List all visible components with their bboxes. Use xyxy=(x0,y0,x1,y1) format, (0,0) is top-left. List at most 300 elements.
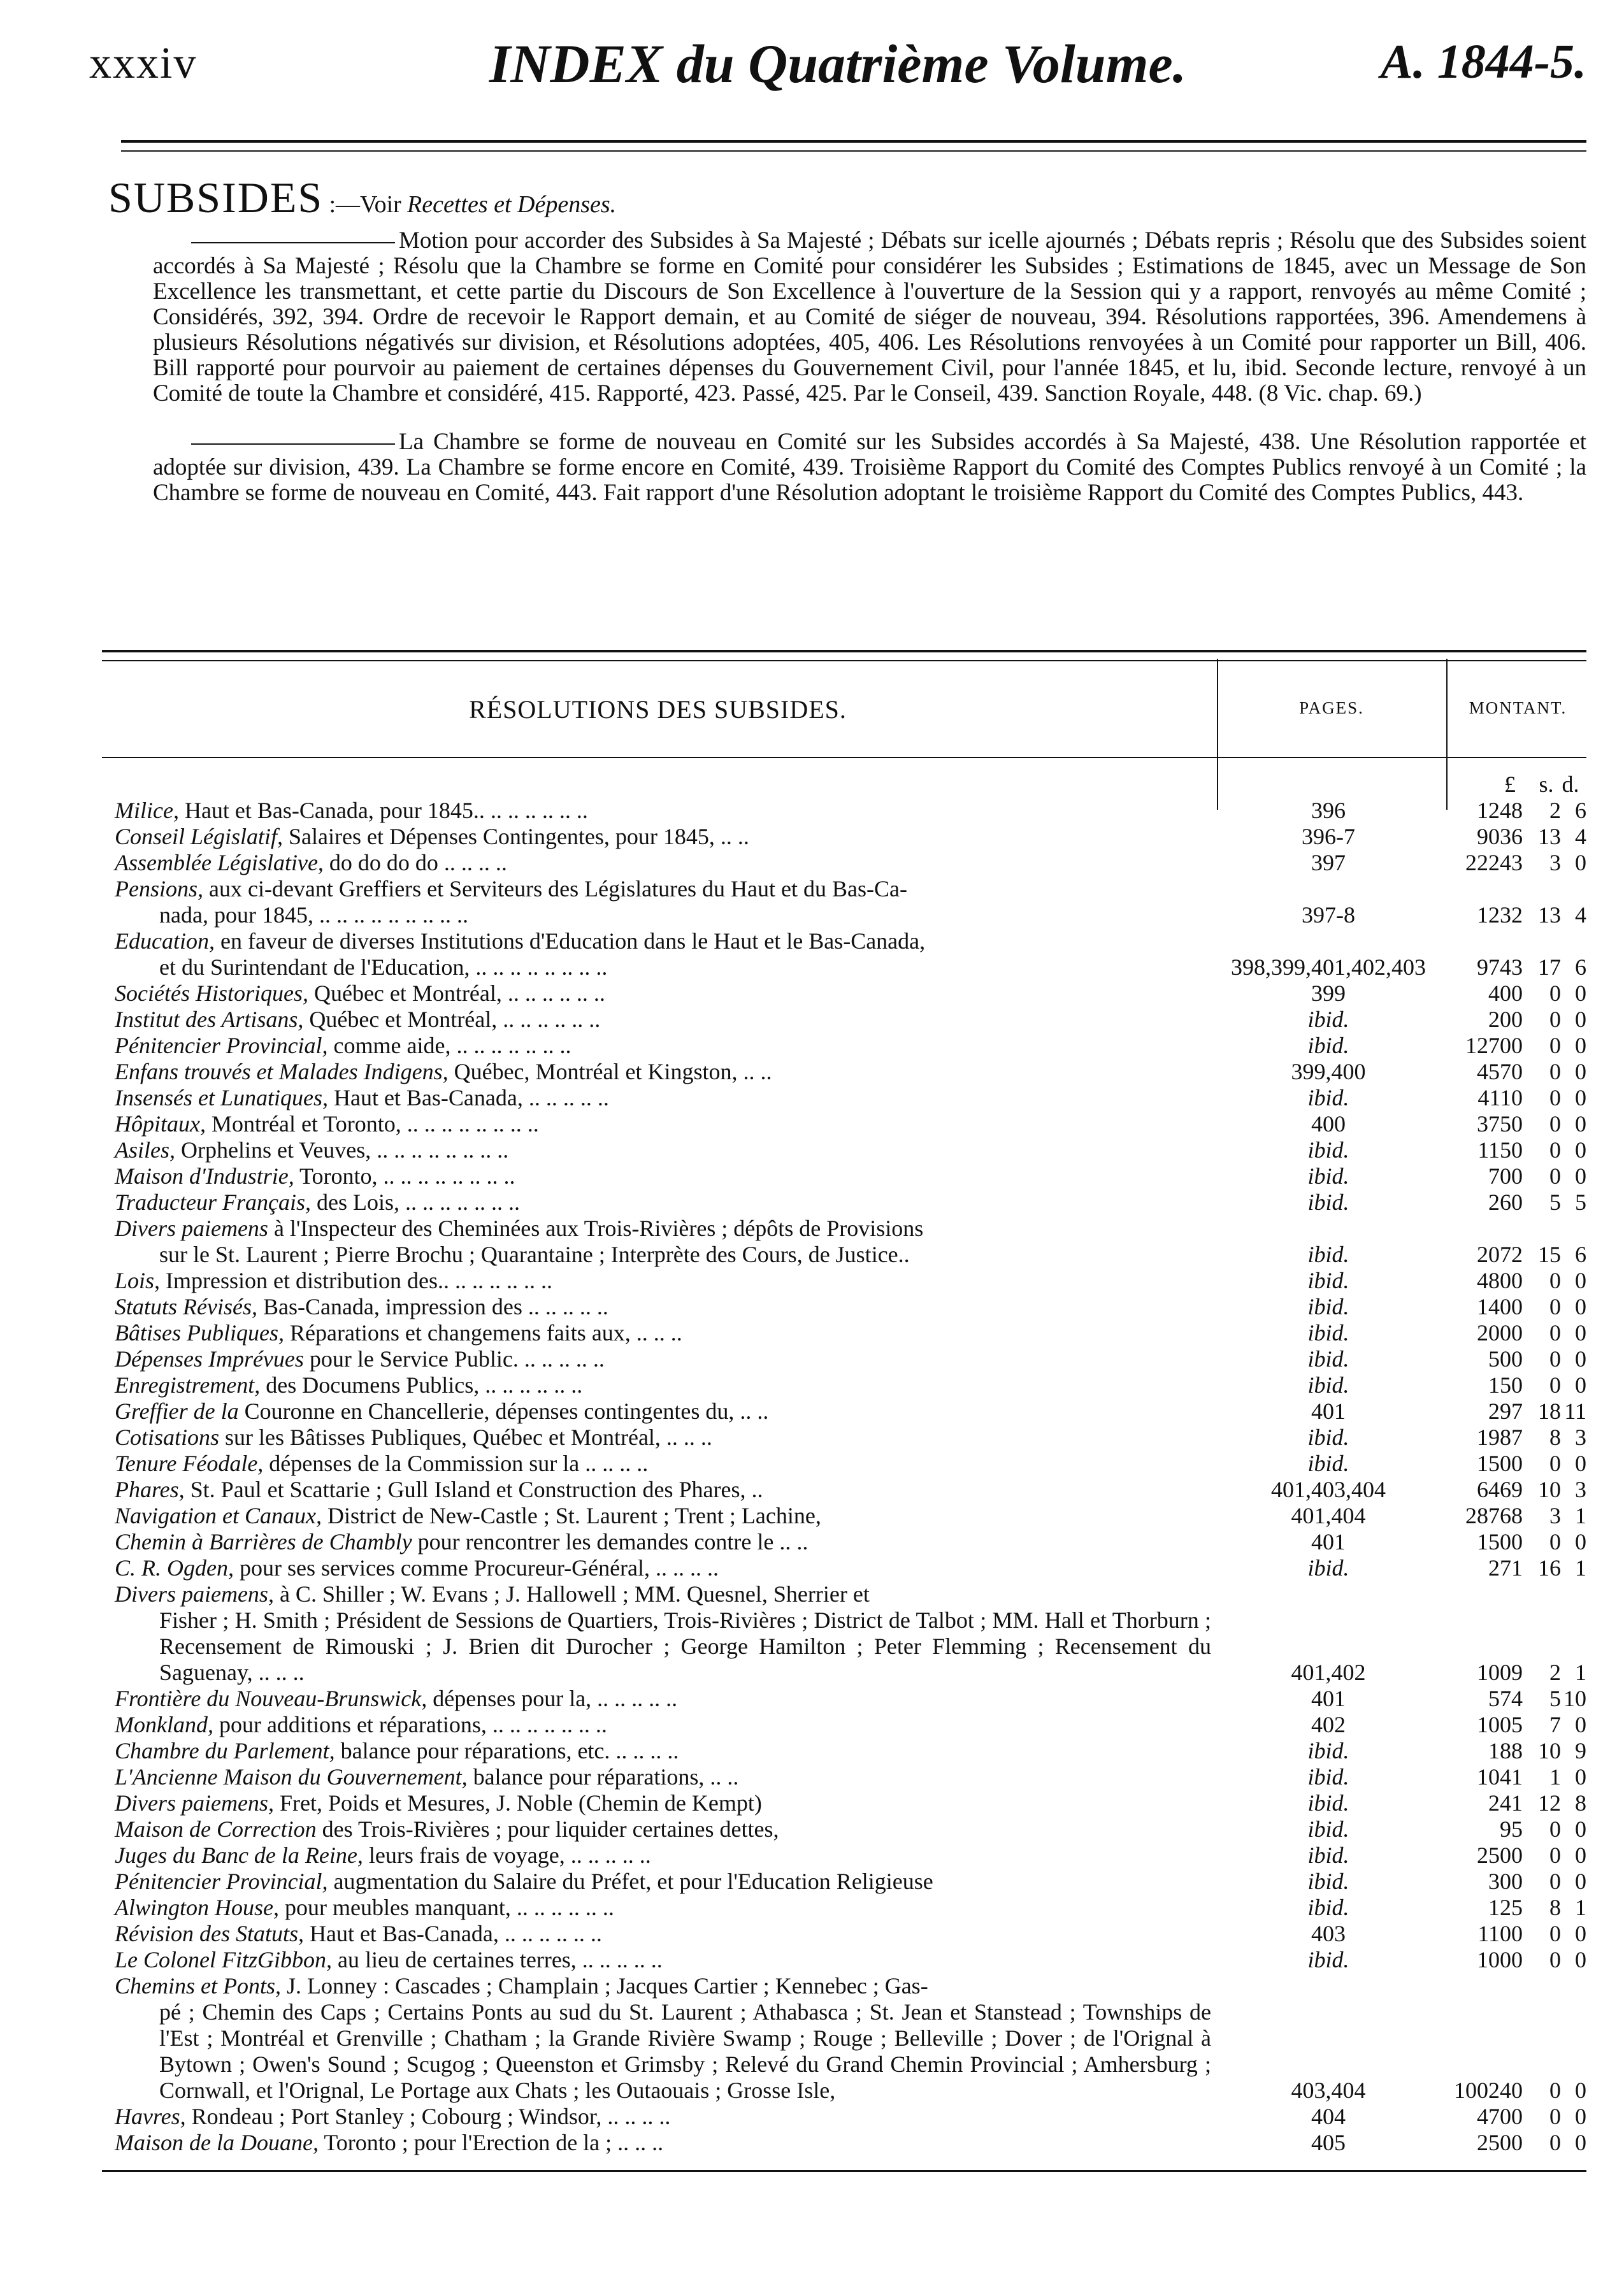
row-description xyxy=(102,1842,1214,1869)
row-description xyxy=(102,1947,1214,1973)
amount-pence: 9 xyxy=(1575,1738,1586,1763)
row-text: pour meubles manquant, .. .. .. .. .. .. xyxy=(279,1895,614,1920)
row-amount xyxy=(1443,1111,1586,1137)
row-amount xyxy=(1443,1738,1586,1764)
amount-pounds: 1150 xyxy=(1477,1137,1523,1163)
amount-shillings: 0 xyxy=(1549,1294,1561,1319)
column-header-description: RÉSOLUTIONS DES SUBSIDES. xyxy=(469,695,847,724)
row-label: Chambre du Parlement, xyxy=(115,1738,335,1763)
amount-pounds: 4800 xyxy=(1477,1268,1523,1293)
amount-pounds: 1100 xyxy=(1477,1921,1523,1946)
row-description xyxy=(102,928,1214,980)
row-label: Divers paiemens, xyxy=(115,1790,274,1816)
row-amount xyxy=(1443,1137,1586,1163)
amount-pounds: 188 xyxy=(1488,1738,1523,1763)
row-amount xyxy=(1443,1294,1586,1320)
amount-pence: 0 xyxy=(1575,2130,1586,2155)
amount-pence: 5 xyxy=(1575,1189,1586,1215)
amount-pence: 0 xyxy=(1575,2078,1586,2103)
table-row xyxy=(102,2104,1586,2130)
row-amount xyxy=(1443,980,1586,1007)
table-row xyxy=(102,1581,1586,1686)
row-amount xyxy=(1443,2104,1586,2130)
row-text: dépenses pour la, .. .. .. .. .. xyxy=(427,1686,678,1711)
row-item xyxy=(115,1816,1211,1842)
row-pages: 397 xyxy=(1311,850,1346,875)
row-item xyxy=(115,1007,1211,1033)
row-amount xyxy=(1443,1163,1586,1189)
amount-pounds: 300 xyxy=(1488,1869,1523,1894)
row-label: Asiles, xyxy=(115,1137,175,1163)
amount-pounds: 9743 xyxy=(1477,954,1523,980)
amount-pence: 1 xyxy=(1575,1660,1586,1685)
row-amount xyxy=(1443,1529,1586,1555)
row-label: L'Ancienne Maison du Gouvernement, xyxy=(115,1764,468,1790)
row-amount xyxy=(1443,1425,1586,1451)
row-text: aux ci-devant Greffiers et Serviteurs des Législatures du Haut et du Bas-Ca- xyxy=(203,876,907,901)
amount-pounds: 1232 xyxy=(1477,902,1523,928)
row-pages: ibid. xyxy=(1307,1163,1349,1189)
amount-pence: 0 xyxy=(1575,1372,1586,1398)
row-pages: ibid. xyxy=(1307,1242,1349,1267)
amount-shillings: 0 xyxy=(1549,1451,1561,1476)
row-label: Havres, xyxy=(115,2104,186,2129)
table-row xyxy=(102,1816,1586,1842)
row-text: dépenses de la Commission sur la .. .. .. .. xyxy=(263,1451,649,1476)
row-item xyxy=(115,1137,1211,1163)
table-row xyxy=(102,1451,1586,1477)
row-amount xyxy=(1443,1372,1586,1398)
table-row xyxy=(102,980,1586,1007)
amount-shillings: 2 xyxy=(1549,1660,1561,1685)
row-pages: 401,403,404 xyxy=(1271,1477,1386,1502)
amount-pence: 0 xyxy=(1575,1059,1586,1084)
amount-pounds: 4110 xyxy=(1477,1085,1523,1110)
amount-pence: 3 xyxy=(1575,1425,1586,1450)
row-label: Phares, xyxy=(115,1477,185,1502)
row-text: J. Lonney : Cascades ; Champlain ; Jacques Cartier ; Kennebec ; Gas- xyxy=(280,1973,928,1999)
table-row xyxy=(102,1111,1586,1137)
row-amount xyxy=(1443,1842,1586,1869)
row-description xyxy=(102,1712,1214,1738)
row-description xyxy=(102,2130,1214,2156)
amount-pence: 0 xyxy=(1575,1294,1586,1319)
row-item xyxy=(115,1712,1211,1738)
row-description xyxy=(102,980,1214,1007)
amount-shillings: 13 xyxy=(1538,824,1561,849)
amount-pounds: 4700 xyxy=(1477,2104,1523,2129)
amount-pounds: 2072 xyxy=(1477,1242,1523,1267)
page-header xyxy=(89,25,1586,102)
row-description xyxy=(102,1163,1214,1189)
row-label: Frontière du Nouveau-Brunswick, xyxy=(115,1686,428,1711)
row-pages: ibid. xyxy=(1307,1268,1349,1293)
amount-pounds: 260 xyxy=(1488,1189,1523,1215)
row-item xyxy=(115,2130,1211,2156)
amount-pence: 0 xyxy=(1575,1268,1586,1293)
row-item xyxy=(115,1529,1211,1555)
row-text: Salaires et Dépenses Contingentes, pour 1845, .. .. xyxy=(283,824,749,849)
row-pages: ibid. xyxy=(1307,1790,1349,1816)
amount-pounds: 1248 xyxy=(1477,798,1523,823)
amount-pounds: 1000 xyxy=(1477,1947,1523,1972)
row-pages: 402 xyxy=(1311,1712,1346,1737)
row-item xyxy=(115,850,1211,876)
row-description xyxy=(102,1686,1214,1712)
row-description xyxy=(102,1085,1214,1111)
row-pages: ibid. xyxy=(1307,1346,1349,1372)
row-label: Sociétés Historiques, xyxy=(115,980,308,1006)
row-label: Pénitencier Provincial, xyxy=(115,1869,328,1894)
row-label: Alwington House, xyxy=(115,1895,279,1920)
row-item xyxy=(115,824,1211,850)
row-amount xyxy=(1443,798,1586,824)
unit-row xyxy=(102,771,1586,798)
amount-shillings: 0 xyxy=(1549,1816,1561,1842)
amount-shillings: 0 xyxy=(1549,1033,1561,1058)
row-text: Impression et distribution des.. .. .. .. .. .. .. xyxy=(160,1268,553,1293)
amount-shillings: 0 xyxy=(1549,1059,1561,1084)
amount-pence: 4 xyxy=(1575,824,1586,849)
row-pages: 400 xyxy=(1311,1111,1346,1137)
row-label: Bâtises Publiques, xyxy=(115,1320,284,1346)
row-description xyxy=(102,1268,1214,1294)
table-row xyxy=(102,1869,1586,1895)
amount-pounds: 241 xyxy=(1488,1790,1523,1816)
row-amount xyxy=(1443,1059,1586,1085)
row-amount xyxy=(1443,824,1586,850)
row-description xyxy=(102,1503,1214,1529)
row-text: leurs frais de voyage, .. .. .. .. .. xyxy=(363,1842,651,1868)
table-row xyxy=(102,1085,1586,1111)
table-row xyxy=(102,1712,1586,1738)
table-row xyxy=(102,1007,1586,1033)
row-text: pour additions et réparations, .. .. .. .. .. .. .. xyxy=(213,1712,607,1737)
table-row xyxy=(102,1764,1586,1790)
unit-pounds: £ xyxy=(1504,772,1516,797)
row-text: des Trois-Rivières ; pour liquider certaines dettes, xyxy=(316,1816,779,1842)
row-label: Chemin à Barrières de Chambly xyxy=(115,1529,412,1555)
row-item xyxy=(115,1425,1211,1451)
row-label: Pensions, xyxy=(115,876,203,901)
row-label: Lois, xyxy=(115,1268,161,1293)
row-text: pour le Service Public. .. .. .. .. .. xyxy=(303,1346,605,1372)
row-label: Divers paiemens, xyxy=(115,1581,274,1607)
row-pages: ibid. xyxy=(1307,1816,1349,1842)
row-item xyxy=(115,1398,1211,1425)
amount-pence: 0 xyxy=(1575,1007,1586,1032)
row-text: Québec et Montréal, .. .. .. .. .. .. xyxy=(308,980,605,1006)
row-label: Monkland, xyxy=(115,1712,213,1737)
row-item xyxy=(115,1842,1211,1869)
amount-pence: 6 xyxy=(1575,954,1586,980)
row-label: Cotisations xyxy=(115,1425,220,1450)
amount-pounds: 2500 xyxy=(1477,1842,1523,1868)
amount-pence: 0 xyxy=(1575,1163,1586,1189)
table-row xyxy=(102,1529,1586,1555)
row-description xyxy=(102,1477,1214,1503)
row-item xyxy=(115,1451,1211,1477)
row-label: Education, xyxy=(115,928,215,954)
subsides-paragraph-text: Motion pour accorder des Subsides à Sa Majesté ; Débats sur icelle ajournés ; Débats repris ; Résolu que des Subsides soient accordés à Sa Majesté ; Résolu que la Chambre se forme en Comité pour considérer les Subsides ; Estimations de 1845, avec un Message de Son Excellence les transmettant, et cette partie du Discours de Son Excellence à l'ouverture de la Session qui y a rapport, renvoyés au même Comité ; Considérés, 392, 394. Ordre de recevoir le Rapport demain, et au Comité de siéger de nouveau, 394. Résolutions rapportées, 396. Amendemens à plusieurs Résolutions négativés sur division, et Résolutions adoptées, 405, 406. Les Résolutions renvoyées à un Comité pour rapporter un Bill, 406. Bill rapporté pour pourvoir au paiement de certaines dépenses du Gouvernement Civil, pour l'année 1845, et lu, ibid. Seconde lecture, renvoyé à un Comité de toute la Chambre et considéré, 415. Rapporté, 423. Passé, 425. Par le Conseil, 439. Sanction Royale, 448. (8 Vic. chap. 69.) xyxy=(153,227,1586,406)
row-text: Toronto, .. .. .. .. .. .. .. .. xyxy=(294,1163,515,1189)
row-pages: ibid. xyxy=(1307,1007,1349,1032)
amount-pounds: 1500 xyxy=(1477,1529,1523,1555)
amount-pounds: 95 xyxy=(1500,1816,1523,1842)
amount-pence: 1 xyxy=(1575,1503,1586,1528)
row-text: en faveur de diverses Institutions d'Education dans le Haut et le Bas-Canada, xyxy=(214,928,926,954)
amount-pence: 11 xyxy=(1564,1398,1586,1424)
row-description xyxy=(102,1973,1214,2104)
row-description xyxy=(102,1738,1214,1764)
amount-pounds: 500 xyxy=(1488,1346,1523,1372)
row-text: Fret, Poids et Mesures, J. Noble (Chemin de Kempt) xyxy=(273,1790,762,1816)
row-pages: ibid. xyxy=(1307,1555,1349,1581)
amount-pounds: 200 xyxy=(1488,1007,1523,1032)
row-label: Milice, xyxy=(115,798,179,823)
amount-pounds: 22243 xyxy=(1465,850,1523,875)
row-label: Pénitencier Provincial, xyxy=(115,1033,328,1058)
row-text: des Lois, .. .. .. .. .. .. .. xyxy=(311,1189,521,1215)
row-text: Toronto ; pour l'Erection de la ; .. .. .. xyxy=(318,2130,664,2155)
amount-shillings: 8 xyxy=(1549,1425,1561,1450)
amount-pence: 6 xyxy=(1575,1242,1586,1267)
row-label: C. R. Ogden, xyxy=(115,1555,234,1581)
amount-shillings: 5 xyxy=(1549,1189,1561,1215)
table-row xyxy=(102,1842,1586,1869)
row-amount xyxy=(1443,2130,1586,2156)
amount-pence: 0 xyxy=(1575,1869,1586,1894)
row-amount xyxy=(1443,1033,1586,1059)
row-label: Juges du Banc de la Reine, xyxy=(115,1842,363,1868)
row-description xyxy=(102,1137,1214,1163)
row-text: Orphelins et Veuves, .. .. .. .. .. .. .. .. xyxy=(175,1137,509,1163)
amount-pence: 1 xyxy=(1575,1895,1586,1920)
row-amount xyxy=(1443,1398,1586,1425)
amount-pounds: 1987 xyxy=(1477,1425,1523,1450)
amount-pence: 0 xyxy=(1575,1947,1586,1972)
row-label: Divers paiemens xyxy=(115,1216,268,1241)
amount-pounds: 4570 xyxy=(1477,1059,1523,1084)
row-amount xyxy=(1443,1451,1586,1477)
row-text: des Documens Publics, .. .. .. .. .. .. xyxy=(260,1372,583,1398)
amount-pounds: 3750 xyxy=(1477,1111,1523,1137)
row-description xyxy=(102,876,1214,928)
row-amount xyxy=(1443,1895,1586,1921)
row-description xyxy=(102,1398,1214,1425)
table-row xyxy=(102,1738,1586,1764)
row-item xyxy=(115,928,1211,954)
amount-shillings: 8 xyxy=(1549,1895,1561,1920)
table-row xyxy=(102,2130,1586,2156)
amount-pounds: 1009 xyxy=(1477,1660,1523,1685)
amount-shillings: 0 xyxy=(1549,1947,1561,1972)
amount-pounds: 6469 xyxy=(1477,1477,1523,1502)
row-description xyxy=(102,1425,1214,1451)
amount-pence: 10 xyxy=(1563,1686,1586,1711)
row-label: Greffier de la xyxy=(115,1398,239,1424)
row-amount xyxy=(1443,1189,1586,1216)
row-description xyxy=(102,2104,1214,2130)
table-row xyxy=(102,798,1586,824)
row-text: sur les Bâtisses Publiques, Québec et Montréal, .. .. .. xyxy=(219,1425,712,1450)
row-text: Montréal et Toronto, .. .. .. .. .. .. .. .. xyxy=(205,1111,539,1137)
row-pages: ibid. xyxy=(1307,1425,1349,1450)
row-amount xyxy=(1443,1686,1586,1712)
row-item xyxy=(115,1581,1211,1607)
table-row xyxy=(102,1163,1586,1189)
amount-pounds: 2500 xyxy=(1477,2130,1523,2155)
row-description xyxy=(102,1111,1214,1137)
row-amount xyxy=(1443,1816,1586,1842)
table-top-rule xyxy=(102,650,1586,661)
row-description xyxy=(102,1764,1214,1790)
row-amount xyxy=(1443,1346,1586,1372)
row-label: Conseil Législatif, xyxy=(115,824,284,849)
entry-dash xyxy=(191,443,395,445)
row-item xyxy=(115,1189,1211,1216)
row-item xyxy=(115,876,1211,902)
table-row xyxy=(102,1555,1586,1581)
row-text: Québec et Montréal, .. .. .. .. .. .. xyxy=(303,1007,601,1032)
page-year: A. 1844-5. xyxy=(1381,35,1586,89)
row-text: Bas-Canada, impression des .. .. .. .. .. xyxy=(257,1294,608,1319)
row-item xyxy=(115,1085,1211,1111)
row-pages: ibid. xyxy=(1307,1320,1349,1346)
row-item xyxy=(115,1059,1211,1085)
amount-shillings: 13 xyxy=(1538,902,1561,928)
subsides-heading-line xyxy=(108,173,1586,222)
amount-pounds: 400 xyxy=(1488,980,1523,1006)
subsides-heading: SUBSIDES xyxy=(108,173,324,222)
row-pages: ibid. xyxy=(1307,1372,1349,1398)
subsides-paragraph xyxy=(108,228,1586,406)
row-item xyxy=(115,1346,1211,1372)
row-item xyxy=(115,1555,1211,1581)
row-pages: ibid. xyxy=(1307,1738,1349,1763)
amount-shillings: 0 xyxy=(1549,1111,1561,1137)
row-amount xyxy=(1443,1085,1586,1111)
row-amount xyxy=(1443,1660,1586,1686)
amount-pence: 8 xyxy=(1575,1790,1586,1816)
table-row xyxy=(102,1320,1586,1346)
amount-pence: 0 xyxy=(1575,1921,1586,1946)
row-pages: 405 xyxy=(1311,2130,1346,2155)
subsides-voir-refs: Recettes et Dépenses. xyxy=(407,191,617,218)
row-pages: 401 xyxy=(1311,1686,1346,1711)
column-divider-pages xyxy=(1217,659,1218,810)
amount-shillings: 3 xyxy=(1549,850,1561,875)
page-number: xxxiv xyxy=(89,39,198,88)
row-description xyxy=(102,1816,1214,1842)
amount-shillings: 0 xyxy=(1549,1842,1561,1868)
column-header-pages: PAGES. xyxy=(1299,698,1364,717)
amount-pounds: 100240 xyxy=(1454,2078,1523,2103)
index-page xyxy=(89,25,1586,2268)
row-description xyxy=(102,1895,1214,1921)
amount-pounds: 574 xyxy=(1488,1686,1523,1711)
row-continuation: et du Surintendant de l'Education, .. .. .. .. .. .. .. .. xyxy=(159,954,608,980)
row-amount xyxy=(1443,1320,1586,1346)
row-pages: ibid. xyxy=(1307,1294,1349,1319)
table-row xyxy=(102,1921,1586,1947)
amount-shillings: 0 xyxy=(1549,1320,1561,1346)
row-item xyxy=(115,1503,1211,1529)
row-pages: 401,402 xyxy=(1291,1660,1366,1685)
column-header-montant: MONTANT. xyxy=(1469,698,1567,717)
amount-pence: 0 xyxy=(1575,1529,1586,1555)
row-item xyxy=(115,1163,1211,1189)
row-continuation: Fisher ; H. Smith ; Président de Sessions de Quartiers, Trois-Rivières ; District de Talbot ; MM. Hall et Thorburn ; Recensement de Rimouski ; J. Brien dit Durocher ; George Hamilton ; Peter Flemming ; Recensement du Saguenay, .. .. .. xyxy=(159,1607,1211,1685)
amount-pence: 0 xyxy=(1575,1764,1586,1790)
row-text: Haut et Bas-Canada, pour 1845.. .. .. .. .. .. .. xyxy=(178,798,588,823)
row-pages: 401 xyxy=(1311,1529,1346,1555)
row-pages: 399,400 xyxy=(1291,1059,1366,1084)
amount-shillings: 0 xyxy=(1549,2104,1561,2129)
row-item xyxy=(115,1111,1211,1137)
row-description xyxy=(102,1216,1214,1268)
row-label: Enregistrement, xyxy=(115,1372,261,1398)
row-text: balance pour réparations, etc. .. .. .. .. xyxy=(334,1738,679,1763)
row-pages: 396 xyxy=(1311,798,1346,823)
row-label: Maison de la Douane, xyxy=(115,2130,319,2155)
row-text: augmentation du Salaire du Préfet, et pour l'Education Religieuse xyxy=(327,1869,933,1894)
row-pages: ibid. xyxy=(1307,1869,1349,1894)
row-description xyxy=(102,1581,1214,1686)
amount-pounds: 271 xyxy=(1488,1555,1523,1581)
subsides-section xyxy=(108,173,1586,529)
table-row xyxy=(102,876,1586,928)
column-divider-montant xyxy=(1446,659,1448,810)
row-description xyxy=(102,798,1214,824)
amount-pence: 0 xyxy=(1575,1842,1586,1868)
row-item xyxy=(115,1320,1211,1346)
amount-shillings: 0 xyxy=(1549,1163,1561,1189)
table-row xyxy=(102,1686,1586,1712)
row-amount xyxy=(1443,850,1586,876)
table-row xyxy=(102,1973,1586,2104)
row-item xyxy=(115,1294,1211,1320)
row-description xyxy=(102,1555,1214,1581)
table-row xyxy=(102,1947,1586,1973)
row-pages: ibid. xyxy=(1307,1085,1349,1110)
amount-shillings: 0 xyxy=(1549,2130,1561,2155)
unit-pence: d. xyxy=(1562,772,1579,797)
row-item xyxy=(115,2104,1211,2130)
table-row xyxy=(102,1372,1586,1398)
amount-shillings: 7 xyxy=(1549,1712,1561,1737)
row-label: Hôpitaux, xyxy=(115,1111,206,1137)
row-text: Haut et Bas-Canada, .. .. .. .. .. .. xyxy=(303,1921,602,1946)
table-row xyxy=(102,824,1586,850)
row-label: Traducteur Français, xyxy=(115,1189,312,1215)
amount-pounds: 125 xyxy=(1488,1895,1523,1920)
row-pages: ibid. xyxy=(1307,1842,1349,1868)
table-rows xyxy=(102,798,1586,2156)
row-pages: 404 xyxy=(1311,2104,1346,2129)
row-pages: 397-8 xyxy=(1302,902,1355,928)
row-description xyxy=(102,1529,1214,1555)
row-amount xyxy=(1443,1477,1586,1503)
row-item xyxy=(115,1921,1211,1947)
row-amount xyxy=(1443,1503,1586,1529)
row-description xyxy=(102,1451,1214,1477)
row-amount xyxy=(1443,1712,1586,1738)
row-label: Le Colonel FitzGibbon, xyxy=(115,1947,332,1972)
amount-shillings: 17 xyxy=(1538,954,1561,980)
table-row xyxy=(102,928,1586,980)
row-text: Haut et Bas-Canada, .. .. .. .. .. xyxy=(327,1085,609,1110)
